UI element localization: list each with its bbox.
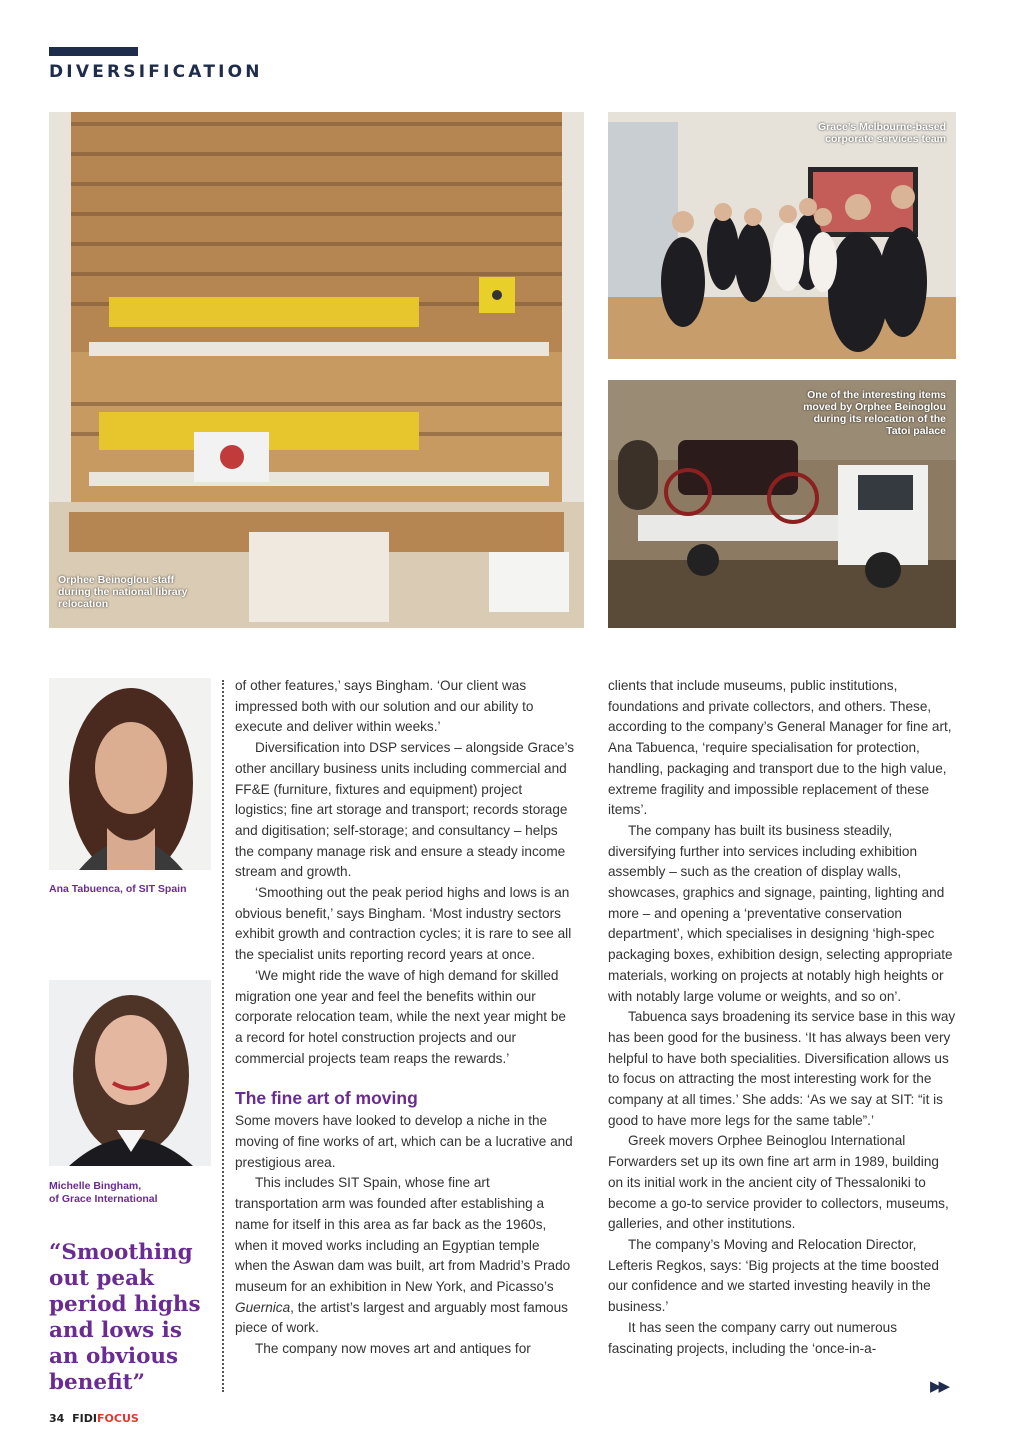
middle-paragraph: Diversification into DSP services – alongside Grace’s other ancillary business units including commercial and FF&E (furniture, fixtures and equipment) project logistics; fine art storage and transport; records storage and digitisation; self-storage; and consultancy – helps the company manage risk and ensure a steady income stream and growth.: [235, 740, 575, 880]
ana-portrait: [49, 678, 211, 870]
page-footer: [49, 1412, 139, 1425]
middle-paragraph: The company now moves art and antiques for: [255, 1341, 531, 1357]
section-label: DIVERSIFICATION: [49, 62, 263, 82]
magazine-brand-fidi: FIDI: [72, 1412, 97, 1425]
library-photo-caption: Orphee Beinoglou staff during the national library relocation: [58, 574, 188, 610]
carriage-photo: [608, 380, 956, 628]
paragraph-text: , the artist’s largest and arguably most famous piece of work.: [235, 1299, 568, 1336]
artwork-title: Guernica: [235, 1299, 291, 1315]
pull-quote: “Smoothing out peak period highs and lows is an obvious benefit”: [49, 1240, 201, 1395]
right-paragraph: Greek movers Orphee Beinoglou International Forwarders set up its own fine art arm in 1989, building on its initial work in the ancient city of Thessaloniki to become a go-to service provider to collectors, museums, galleries, and other institutions.: [608, 1133, 949, 1232]
ana-portrait-caption: Ana Tabuenca, of SIT Spain: [49, 883, 187, 895]
middle-paragraph: [235, 1173, 575, 1339]
paragraph-text: This includes SIT Spain, whose fine art transportation arm was founded after establishing a name for itself in this area as far back as the 1960s, when it moved works including an Egyptian temple when the Aswan dam was built, art from Madrid’s Prado museum for an exhibition in New York, and Picasso’s: [235, 1175, 571, 1294]
middle-column: [235, 676, 575, 1360]
library-photo: [49, 112, 584, 628]
michelle-portrait: [49, 980, 211, 1166]
section-subheading: The fine art of moving: [235, 1088, 418, 1109]
header-rule: [49, 47, 138, 56]
middle-paragraph: Some movers have looked to develop a niche in the moving of fine works of art, which can be a lucrative and prestigious area.: [235, 1113, 573, 1170]
page-number: 34: [49, 1412, 65, 1425]
magazine-brand-focus: FOCUS: [97, 1412, 139, 1425]
middle-paragraph: ‘We might ride the wave of high demand for skilled migration one year and feel the benefits within our corporate relocation team, while the next year might be a record for hotel construction projects and our commercial projects team reaps the rewards.’: [235, 967, 566, 1066]
column-divider: [222, 680, 224, 1392]
team-photo: [608, 112, 956, 359]
right-paragraph: The company’s Moving and Relocation Director, Lefteris Regkos, says: ‘Big projects at the time boosted our confidence and we started investing heavily in the business.’: [608, 1236, 939, 1315]
right-column: [608, 676, 956, 1359]
right-paragraph: clients that include museums, public institutions, foundations and private collectors, and others. These, according to the company’s General Manager for fine art, Ana Tabuenca, ‘require specialisation for protection, handling, packaging and transport due to the high value, extreme fragility and impossible replacement of these items’.: [608, 678, 952, 818]
carriage-photo-caption: One of the interesting items moved by Orphee Beinoglou during its relocation of the Tatoi palace: [803, 389, 946, 437]
middle-paragraph: of other features,’ says Bingham. ‘Our client was impressed both with our solution and our ability to execute and deliver within weeks.’: [235, 678, 534, 735]
michelle-portrait-caption: Michelle Bingham, of Grace International: [49, 1180, 158, 1205]
right-paragraph: The company has built its business steadily, diversifying further into services including exhibition assembly – such as the creation of display walls, showcases, graphics and signage, painting, lighting and more – and opening a ‘preventative conservation department’, which specialises in designing ‘high-spec packaging boxes, exhibition design, selecting appropriate materials, working on projects at notably high heights or with notably large volume or weights, and so on’.: [608, 822, 953, 1004]
team-photo-caption: Grace’s Melbourne-based corporate services team: [818, 121, 946, 145]
middle-paragraph: ‘Smoothing out the peak period highs and lows is an obvious benefit,’ says Bingham. ‘Most industry sectors exhibit growth and contraction cycles; it is rare to see all the specialist units reporting record years at once.: [235, 885, 572, 963]
right-paragraph: Tabuenca says broadening its service base in this way has been good for the business. ‘It has always been very helpful to have both specialities. Diversification allows us to focus on attracting the most interesting work for the company at all times.’ She adds: ‘As we say at SIT: “it is good to have more legs for the same table”.’: [608, 1009, 956, 1128]
right-paragraph: It has seen the company carry out numerous fascinating projects, including the ‘once-in-a-: [608, 1319, 897, 1356]
double-triangle-right-icon: ▶▶: [930, 1377, 948, 1395]
